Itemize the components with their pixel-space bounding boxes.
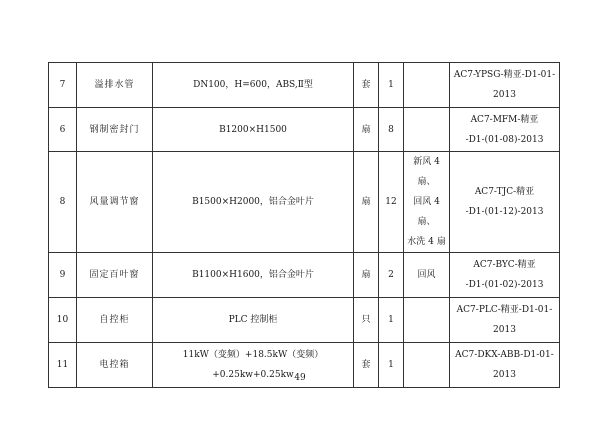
code-line: AC7-DKX-ABB-D1-01-2013 <box>455 350 554 380</box>
item-spec: B1100×H1600，铝合金叶片 <box>153 253 354 298</box>
item-quantity: 1 <box>379 343 404 388</box>
item-unit: 套 <box>354 63 379 108</box>
item-name: 溢排水管 <box>77 63 153 108</box>
note-line: 水洗 4 扇 <box>407 237 446 247</box>
item-name: 固定百叶窗 <box>77 253 153 298</box>
item-code <box>450 108 560 152</box>
note-line: 新风 4 扇、 <box>413 157 440 187</box>
item-spec: B1200×H1500 <box>153 108 354 152</box>
item-code <box>450 63 560 108</box>
code-line: AC7-TJC-精亚 <box>474 187 535 197</box>
item-spec: 11kW（变频）+18.5kW（变频）+0.25kw+0.25kw <box>153 343 354 388</box>
item-name: 电控箱 <box>77 343 153 388</box>
item-unit: 套 <box>354 343 379 388</box>
item-note <box>404 152 450 253</box>
item-code <box>450 298 560 343</box>
table-row <box>49 108 560 152</box>
note-line: 回风 <box>417 270 436 280</box>
item-unit: 扇 <box>354 253 379 298</box>
item-spec: DN100，H=600，ABS,Ⅱ型 <box>153 63 354 108</box>
item-name: 钢制密封门 <box>77 108 153 152</box>
note-line: 回风 4 扇、 <box>413 197 440 227</box>
row-number: 6 <box>49 108 77 152</box>
table-row <box>49 63 560 108</box>
code-line: -D1-(01-12)-2013 <box>465 207 544 217</box>
item-quantity: 8 <box>379 108 404 152</box>
code-line: AC7-MFM-精亚 <box>470 114 539 125</box>
item-note <box>404 63 450 108</box>
item-quantity: 2 <box>379 253 404 298</box>
code-line: AC7-PLC-精亚-D1-01-2013 <box>456 305 553 335</box>
item-code <box>450 253 560 298</box>
item-unit: 扇 <box>354 152 379 253</box>
code-line: AC7-BYC-精亚 <box>473 260 536 270</box>
item-quantity: 1 <box>379 298 404 343</box>
item-quantity: 1 <box>379 63 404 108</box>
item-note <box>404 108 450 152</box>
row-number: 10 <box>49 298 77 343</box>
row-number: 11 <box>49 343 77 388</box>
item-note <box>404 298 450 343</box>
code-line: AC7-YPSG-精亚-D1-01-2013 <box>453 70 556 100</box>
row-number: 7 <box>49 63 77 108</box>
row-number: 8 <box>49 152 77 253</box>
item-spec: PLC 控制柜 <box>153 298 354 343</box>
table-row <box>49 152 560 253</box>
item-name: 自控柜 <box>77 298 153 343</box>
item-unit: 扇 <box>354 108 379 152</box>
code-line: -D1-(01-02)-2013 <box>465 280 544 290</box>
item-code <box>450 152 560 253</box>
item-unit: 只 <box>354 298 379 343</box>
row-number: 9 <box>49 253 77 298</box>
table-row <box>49 298 560 343</box>
item-note <box>404 253 450 298</box>
item-name: 风量调节窗 <box>77 152 153 253</box>
item-quantity: 12 <box>379 152 404 253</box>
code-line: -D1-(01-08)-2013 <box>465 134 544 145</box>
equipment-table <box>48 62 560 388</box>
table-row <box>49 253 560 298</box>
item-spec: B1500×H2000，铝合金叶片 <box>153 152 354 253</box>
page-number: 49 <box>294 373 306 383</box>
